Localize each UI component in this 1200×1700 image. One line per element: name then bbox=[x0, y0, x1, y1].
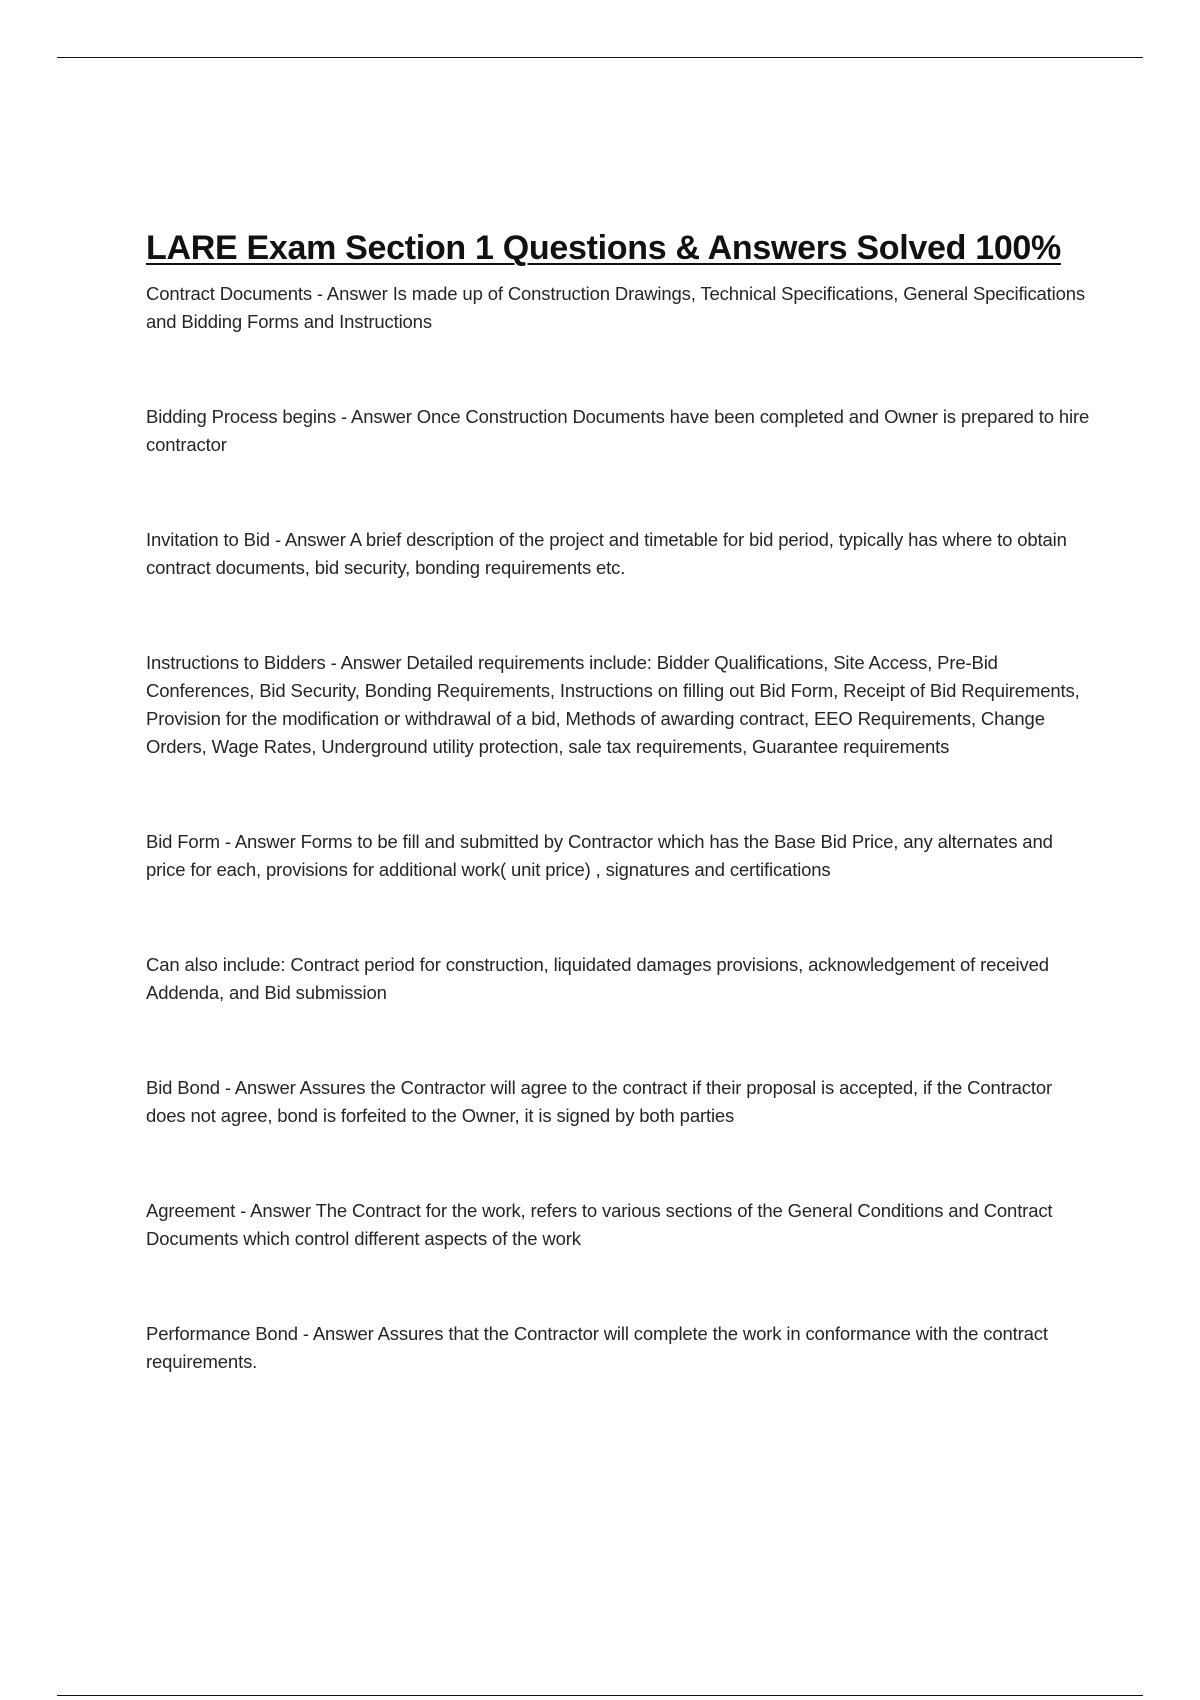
qa-separator: - Answer bbox=[269, 529, 350, 550]
qa-item-agreement bbox=[146, 1197, 1096, 1253]
qa-answer: A brief description of the project and timetable for bid period, typically has where to obtain contract documents, bid security, bonding requirements etc. bbox=[146, 529, 1067, 578]
qa-answer: The Contract for the work, refers to various sections of the General Conditions and Contract Documents which control different aspects of the work bbox=[146, 1200, 1053, 1249]
qa-item-bid-form bbox=[146, 828, 1096, 884]
qa-term: Bid Form bbox=[146, 831, 220, 852]
qa-separator: - Answer bbox=[219, 831, 301, 852]
qa-term: Agreement bbox=[146, 1200, 236, 1221]
qa-item-bid-form-continued bbox=[146, 951, 1096, 1007]
qa-answer: Forms to be fill and submitted by Contractor which has the Base Bid Price, any alternates and price for each, provisions for additional work( unit price) , signatures and certifications bbox=[146, 831, 1053, 880]
qa-term: Bid Bond bbox=[146, 1077, 220, 1098]
qa-item-instructions-to-bidders bbox=[146, 649, 1096, 761]
qa-term: Performance Bond bbox=[146, 1323, 298, 1344]
qa-separator: - Answer bbox=[336, 406, 417, 427]
qa-list bbox=[146, 280, 1096, 1376]
qa-answer: Detailed requirements include: Bidder Qualifications, Site Access, Pre-Bid Conferences, Bid Security, Bonding Requirements, Instructions on filling out Bid Form, Receipt of Bid Requirements, Provision for the modification or withdrawal of a bid, Methods of awarding contract, EEO Requirements, Change Orders, Wage Rates, Underground utility protection, sale tax requirements, Guarantee requirements bbox=[146, 652, 1080, 757]
document-body bbox=[146, 226, 1096, 1443]
qa-answer: Assures that the Contractor will complete the work in conformance with the contract requirements. bbox=[146, 1323, 1048, 1372]
qa-separator: - Answer bbox=[311, 283, 393, 304]
page-title: LARE Exam Section 1 Questions & Answers Solved 100% bbox=[146, 229, 1061, 267]
qa-item-invitation-to-bid bbox=[146, 526, 1096, 582]
qa-item-bid-bond bbox=[146, 1074, 1096, 1130]
qa-term: Contract Documents bbox=[146, 283, 312, 304]
qa-item-performance-bond bbox=[146, 1320, 1096, 1376]
qa-item-contract-documents bbox=[146, 280, 1096, 336]
qa-answer: Once Construction Documents have been completed and Owner is prepared to hire contractor bbox=[146, 406, 1090, 455]
qa-separator: - Answer bbox=[325, 652, 407, 673]
bottom-rule bbox=[57, 1695, 1143, 1696]
qa-answer: Is made up of Construction Drawings, Technical Specifications, General Specifications and Bidding Forms and Instructions bbox=[146, 283, 1086, 332]
qa-term: Invitation to Bid bbox=[146, 529, 270, 550]
qa-separator: - Answer bbox=[297, 1323, 378, 1344]
qa-term: Bidding Process begins bbox=[146, 406, 337, 427]
qa-answer: Can also include: Contract period for construction, liquidated damages provisions, acknowledgement of received Addenda, and Bid submission bbox=[146, 954, 1049, 1003]
qa-term: Instructions to Bidders bbox=[146, 652, 326, 673]
qa-answer: Assures the Contractor will agree to the contract if their proposal is accepted, if the Contractor does not agree, bond is forfeited to the Owner, it is signed by both parties bbox=[146, 1077, 1053, 1126]
top-rule bbox=[57, 57, 1143, 58]
qa-separator: - Answer bbox=[235, 1200, 316, 1221]
qa-item-bidding-process bbox=[146, 403, 1096, 459]
qa-separator: - Answer bbox=[219, 1077, 300, 1098]
